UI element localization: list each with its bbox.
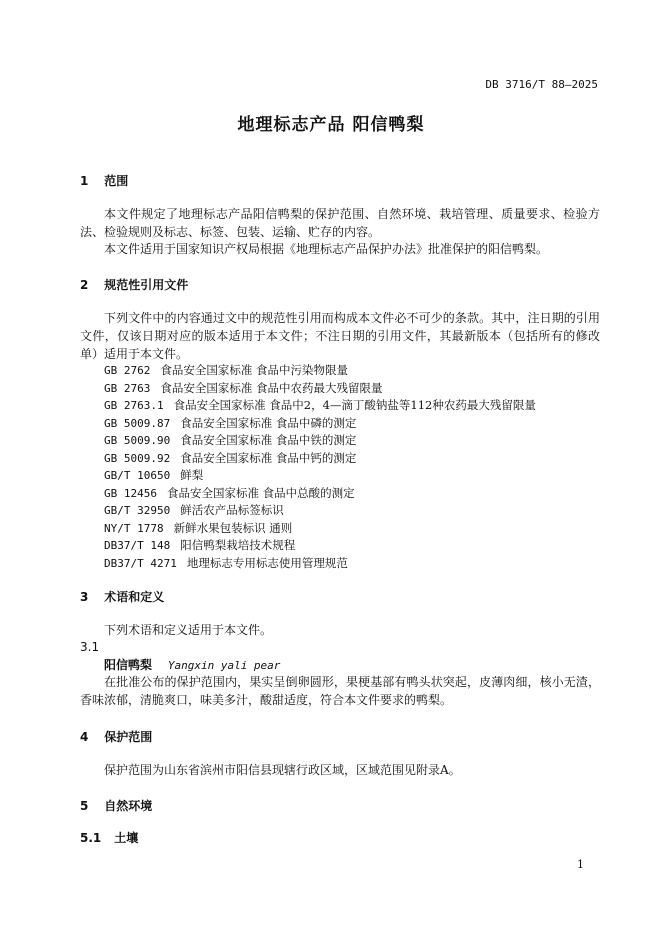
reference-code: GB 2763 bbox=[104, 381, 151, 395]
section-heading-2 bbox=[80, 276, 188, 293]
section-heading-5 bbox=[80, 797, 152, 814]
reference-title: 新鲜水果包装标识 通则 bbox=[173, 520, 293, 535]
reference-code: NY/T 1778 bbox=[104, 521, 164, 535]
references-intro-paragraph: 下列文件中的内容通过文中的规范性引用而构成本文件必不可少的条款。其中，注日期的引用文件，仅该日期对应的版本适用于本文件；不注日期的引用文件，其最新版本（包括所有的修改单）适用于本文件。 bbox=[80, 311, 600, 361]
reference-title: 食品安全国家标准 食品中钙的测定 bbox=[180, 450, 357, 465]
reference-title: 食品安全国家标准 食品中总酸的测定 bbox=[166, 485, 355, 500]
scope-paragraph-1: 本文件规定了地理标志产品阳信鸭梨的保护范围、自然环境、栽培管理、质量要求、检验方法、检验规则及标志、标签、包装、运输、贮存的内容。 bbox=[80, 207, 600, 239]
reference-title: 阳信鸭梨栽培技术规程 bbox=[180, 538, 296, 552]
section-heading-1 bbox=[80, 172, 128, 189]
terms-intro-paragraph: 下列术语和定义适用于本文件。 bbox=[104, 623, 273, 637]
page-number: 1 bbox=[577, 858, 584, 871]
subsection-heading-5-1 bbox=[80, 829, 138, 846]
reference-code: DB37/T 4271 bbox=[104, 556, 177, 570]
reference-code: GB/T 10650 bbox=[104, 469, 171, 482]
reference-item bbox=[104, 502, 284, 518]
section-title: 规范性引用文件 bbox=[104, 278, 189, 292]
reference-title: 食品安全国家标准 食品中农药最大残留限量 bbox=[160, 380, 383, 395]
reference-title: 食品安全国家标准 食品中2，4—滴丁酸钠盐等112种农药最大残留限量 bbox=[173, 398, 536, 412]
reference-item bbox=[104, 397, 536, 413]
reference-item bbox=[104, 467, 203, 483]
document-title: 地理标志产品 阳信鸭梨 bbox=[237, 115, 425, 135]
term-entry bbox=[104, 656, 280, 673]
reference-item bbox=[104, 537, 295, 553]
reference-code: GB 5009.90 bbox=[104, 434, 171, 447]
scope-paragraph-2: 本文件适用于国家知识产权局根据《地理标志产品保护办法》批准保护的阳信鸭梨。 bbox=[104, 242, 549, 256]
reference-item bbox=[104, 432, 356, 448]
section-title: 土壤 bbox=[114, 831, 139, 845]
reference-item bbox=[104, 380, 383, 396]
term-number: 3.1 bbox=[80, 640, 100, 654]
protection-scope-paragraph: 保护范围为山东省滨州市阳信县现辖行政区域，区域范围见附录A。 bbox=[104, 763, 461, 777]
reference-title: 鲜活农产品标签标识 bbox=[180, 503, 284, 517]
section-title: 自然环境 bbox=[104, 799, 153, 813]
reference-title: 食品安全国家标准 食品中污染物限量 bbox=[160, 363, 349, 377]
section-number: 5 bbox=[80, 799, 89, 813]
section-number: 2 bbox=[80, 278, 89, 292]
reference-item bbox=[104, 450, 356, 466]
reference-code: GB 2762 bbox=[104, 364, 151, 377]
reference-code: GB 2763.1 bbox=[104, 399, 164, 412]
reference-item bbox=[104, 555, 348, 571]
section-number: 1 bbox=[80, 174, 89, 188]
reference-title: 食品安全国家标准 食品中磷的测定 bbox=[180, 415, 357, 430]
term-english: Yangxin yali pear bbox=[167, 659, 281, 672]
reference-code: DB37/T 148 bbox=[104, 539, 171, 552]
reference-code: GB 12456 bbox=[104, 486, 157, 500]
section-title: 保护范围 bbox=[104, 730, 153, 744]
reference-title: 鲜梨 bbox=[180, 468, 204, 482]
reference-code: GB 5009.87 bbox=[104, 416, 171, 430]
section-number: 3 bbox=[80, 590, 89, 604]
section-heading-3 bbox=[80, 588, 164, 605]
reference-item bbox=[104, 485, 355, 501]
section-title: 范围 bbox=[104, 174, 129, 188]
reference-item bbox=[104, 362, 348, 378]
section-number: 5.1 bbox=[80, 831, 102, 845]
section-heading-4 bbox=[80, 728, 152, 745]
reference-title: 食品安全国家标准 食品中铁的测定 bbox=[180, 433, 357, 447]
reference-code: GB 5009.92 bbox=[104, 451, 171, 465]
section-title: 术语和定义 bbox=[104, 590, 165, 604]
reference-item bbox=[104, 415, 356, 431]
reference-code: GB/T 32950 bbox=[104, 504, 171, 517]
section-number: 4 bbox=[80, 730, 89, 744]
document-code: DB 3716/T 88—2025 bbox=[485, 78, 598, 91]
reference-item bbox=[104, 520, 292, 536]
term-definition: 在批准公布的保护范围内，果实呈倒卵圆形，果梗基部有鸭头状突起，皮薄肉细，核小无渣，香味浓郁，清脆爽口，味美多汁，酸甜适度，符合本文件要求的鸭梨。 bbox=[80, 675, 600, 707]
reference-title: 地理标志专用标志使用管理规范 bbox=[186, 555, 348, 570]
term-chinese: 阳信鸭梨 bbox=[104, 658, 153, 672]
